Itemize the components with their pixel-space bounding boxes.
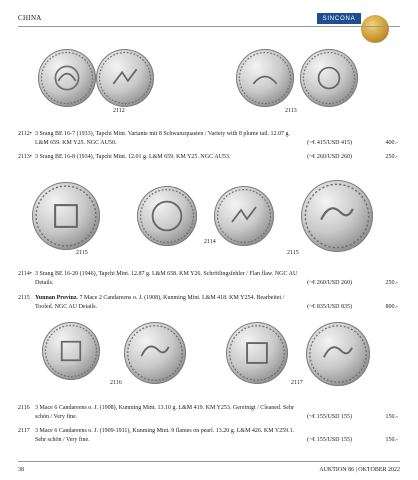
lot-number: 2116 (18, 405, 30, 411)
lot-description: 3 Mace 6 Candareens o. J. (1909-1911), Kunming Mint. 9 flames on pearl. 13.20 g. L&M 426. KM Y259.1. (35, 428, 295, 434)
image-label-2115b: 2115 (287, 250, 299, 256)
image-label-2113: 2113 (285, 108, 297, 114)
coin-2116-obverse (42, 322, 100, 380)
coin-2112-obverse (38, 49, 96, 107)
lot-estimate: (~€ 260/USD 260) (307, 154, 352, 160)
image-label-2114: 2114 (204, 239, 216, 245)
lot-region: Yunnan Provinz. (35, 295, 79, 301)
brand-logo: SINCONA (317, 13, 361, 24)
brand-coin-icon (361, 15, 389, 43)
lot-number: 2112• (18, 131, 32, 137)
coin-2114-reverse (214, 186, 274, 246)
page-number: 38 (18, 467, 24, 473)
lot-price: 800.- (385, 303, 398, 310)
lot-description: 3 Srang BE 16-20 (1946), Tapchi Mint. 12.87 g. L&M 658. KM Y26. Schrötlingsfehler / Flan flaw. NGC AU (35, 271, 298, 277)
lot-number: 2117 (18, 428, 30, 434)
lot-estimate: (~€ 260/USD 260) (307, 279, 352, 286)
lot-description-cont: Details. (35, 279, 54, 286)
coin-2117-reverse (306, 322, 370, 386)
lot-estimate: (~€ 155/USD 155) (307, 436, 352, 443)
coin-2113-reverse (300, 49, 358, 107)
lot-price: 150.- (385, 413, 398, 420)
lot-description-cont: schön / Very fine. (35, 413, 78, 420)
page-section-title: CHINA (18, 14, 42, 22)
lot-description: 3 Srang BE 16-7 (1933), Tapchi Mint. Variante mit 8 Schwanzquasten / Variety with 8 plume tail. 12.07 g. (35, 131, 291, 137)
lot-price: 250.- (385, 154, 398, 160)
image-label-2112: 2112 (113, 108, 125, 114)
coin-2116-reverse (124, 322, 186, 384)
image-label-2115: 2115 (76, 250, 88, 256)
coin-2117-obverse (226, 322, 288, 384)
lot-price: 150.- (385, 436, 398, 443)
lot-description: 3 Srang BE 16-8 (1934), Tapchi Mint. 12.01 g. L&M 659. KM Y25. NGC AU53. (35, 154, 231, 160)
lot-description (35, 294, 335, 303)
coin-2112-reverse (96, 49, 154, 107)
lot-description-text: 7 Mace 2 Candareens o. J. (1908), Kunming Mint. L&M 418. KM Y254. Bearbeitet / (78, 295, 285, 301)
lot-description: 3 Mace 6 Candareens o. J. (1908), Kunming Mint. 13.10 g. L&M 419. KM Y253. Gereinigt / Cleaned. Sehr (35, 405, 294, 411)
footer-rule (18, 461, 400, 462)
lot-description-cont: L&M 659. KM Y25. NGC AU50. (35, 139, 117, 146)
lot-number: 2114• (18, 271, 32, 277)
coin-2113-obverse (236, 49, 294, 107)
image-label-2116: 2116 (110, 380, 122, 386)
coin-2115-reverse (301, 180, 373, 252)
lot-estimate: (~€ 835/USD 835) (307, 303, 352, 310)
image-label-2117: 2117 (291, 380, 303, 386)
footer-auction-label: AUKTION 86 | OKTOBER 2022 (319, 467, 400, 473)
lot-price: 400.- (385, 139, 398, 146)
lot-number: 2113• (18, 154, 32, 160)
lot-description-cont: Sehr schön / Very fine. (35, 436, 90, 443)
lot-estimate: (~€ 155/USD 155) (307, 413, 352, 420)
header-rule (18, 26, 400, 27)
coin-2114-obverse (137, 186, 197, 246)
lot-price: 250.- (385, 279, 398, 286)
lot-estimate: (~€ 415/USD 415) (307, 139, 352, 146)
lot-description-cont: Tooled. NGC AU Details. (35, 303, 98, 310)
lot-number: 2115 (18, 295, 30, 301)
